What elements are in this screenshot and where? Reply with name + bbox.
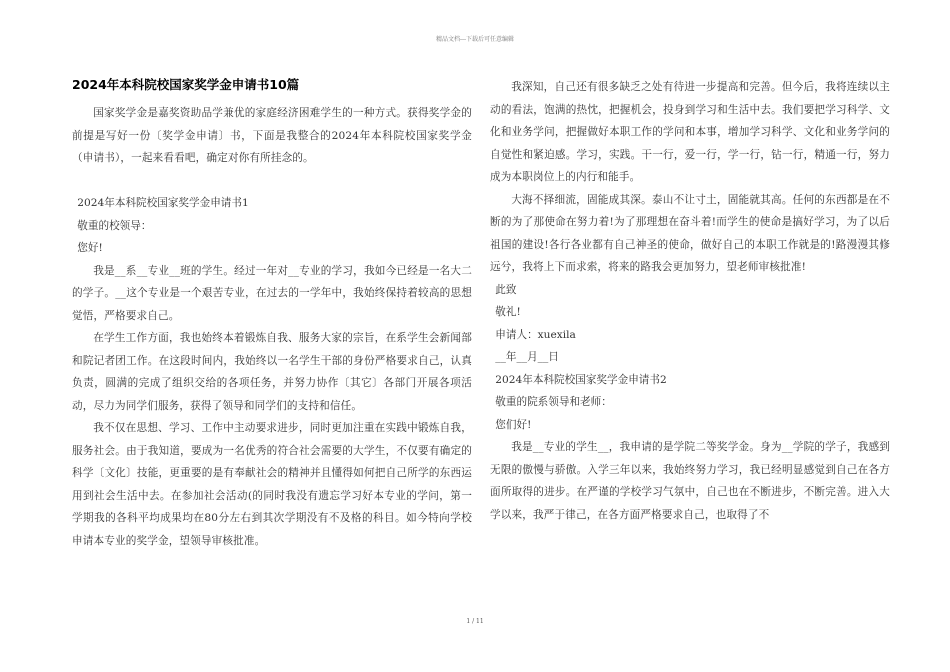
intro-paragraph: 国家奖学金是嘉奖资助品学兼优的家庭经济困难学生的一种方式。获得奖学金的前提是写好一份〔奖学金申请〕书，下面是我整合的2024年本科院校国家奖学金（申请书），一起来看看吧，确定对你有所挂念的。 bbox=[72, 107, 472, 164]
closing-line: 此致 bbox=[495, 283, 517, 296]
body-paragraph: 在学生工作方面，我也始终本着锻炼自我、服务大家的宗旨，在系学生会新闻部和院记者团工作。在这段时间内，我始终以一名学生干部的身份严格要求自己，认真负责，圆满的完成了组织交给的各项任务，并努力协作〔其它〕各部门开展各项活动，尽力为同学们服务，获得了领导和同学们的支持和信任。 bbox=[72, 332, 472, 412]
body-paragraph: 我是__专业的学生__，我申请的是学院二等奖学金。身为__学院的学子，我感到无限的傲慢与骄傲。入学三年以来，我始终努力学习，我已经明显感觉到自己在各方面所取得的进步。在严谨的学校学习气氛中，自己也在不断进步，不断完善。进入大学以来，我严于律己，在各方面严格要求自己，也取得了不 bbox=[490, 441, 890, 521]
document-title: 2024年本科院校国家奖学金申请书10篇 bbox=[72, 77, 300, 92]
body-paragraph: 我是__系__专业__班的学生。经过一年对__专业的学习，我如今已经是一名大二的学子。__这个专业是一个艰苦专业，在过去的一学年中，我始终保持着较高的思想觉悟，严格要求自己。 bbox=[72, 264, 472, 322]
body-paragraph: 我深知，自己还有很多缺乏之处有待进一步提高和完善。但今后，我将连续以主动的看法，饱满的热忱，把握机会，投身到学习和生活中去。我们要把学习科学、文化和业务学问，把握做好本职工作的学问和本事，增加学习科学、文化和业务学问的自觉性和紧迫感。学习，实践。干一行，爱一行，学一行，钻一行，精通一行，努力成为本职岗位上的内行和能手。 bbox=[490, 81, 890, 183]
closing-line: 敬礼! bbox=[495, 306, 521, 318]
greeting: 您们好! bbox=[495, 418, 532, 431]
right-column bbox=[490, 76, 890, 526]
date-line: __年__月__日 bbox=[495, 351, 559, 363]
page-number: 1 / 11 bbox=[466, 618, 484, 625]
salutation: 敬重的校领导： bbox=[77, 219, 152, 232]
left-column bbox=[72, 76, 472, 552]
body-paragraph: 大海不择细流，固能成其深。泰山不让寸土，固能就其高。任何的东西都是在不断的为了那使命在努力着!为了那理想在奋斗着!而学生的使命是搞好学习，为了以后祖国的建设!各行各业都有自己神圣的使命，做好自己的本职工作就是的!路漫漫其修远兮，我将上下而求索，将来的路我会更加努力，望老师审核批准! bbox=[490, 193, 890, 273]
spacer bbox=[72, 170, 472, 193]
salutation: 敬重的院系领导和老师： bbox=[495, 396, 612, 408]
body-paragraph: 我不仅在思想、学习、工作中主动要求进步，同时更加注重在实践中锻炼自我，服务社会。由于我知道，要成为一名优秀的符合社会需要的大学生，不仅要有确定的科学〔文化〕技能，更重要的是有奉献社会的精神并且懂得如何把自己所学的东西运用到社会生活中去。在参加社会活动(的同时我没有遗忘学习好本专业的学问，第一学期我的各科平均成果均在80分左右到其次学期没有不及格的科目。如今特向学校申请本专业的奖学金，望领导审核批准。 bbox=[72, 422, 472, 547]
letter2-title: 2024年本科院校国家奖学金申请书2 bbox=[495, 373, 667, 386]
applicant-line: 申请人：xuexila bbox=[495, 328, 576, 341]
greeting: 您好! bbox=[77, 242, 103, 254]
page-header: 精品文档---下载后可任意编辑 bbox=[435, 36, 515, 43]
letter1-title: 2024年本科院校国家奖学金申请书1 bbox=[77, 197, 249, 209]
